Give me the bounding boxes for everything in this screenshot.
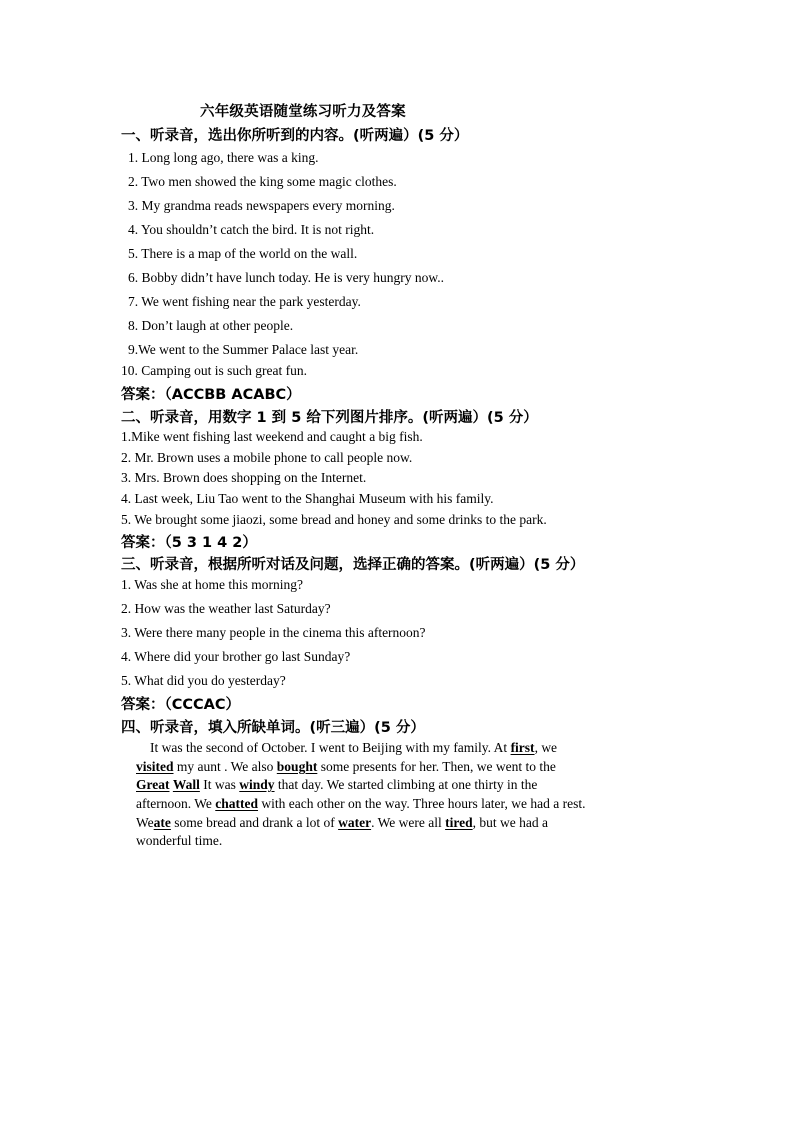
section-1-item: 2. Two men showed the king some magic clothes. [128,174,397,189]
section-2-item: 2. Mr. Brown uses a mobile phone to call people now. [121,450,413,465]
fill-paragraph-line-6 [136,831,222,850]
section-1-answer: 答案：（ACCBB ACABC） [121,387,301,403]
answer-blank-visited: visited [136,759,174,774]
section-3-item: 3. Were there many people in the cinema this afternoon? [121,625,426,640]
answer-blank-tired: tired [445,815,473,830]
section-3-item: 4. Where did your brother go last Sunday? [121,649,351,664]
answer-blank-chatted: chatted [215,796,259,811]
section-1-item: 3. My grandma reads newspapers every morning. [128,198,395,213]
answer-blank-ate: ate [153,815,171,830]
answer-blank-first: first [510,740,535,755]
passage-text: . We were all [371,815,446,830]
passage-text: afternoon. We [136,796,216,811]
section-3-item: 5. What did you do yesterday? [121,673,286,688]
section-1-item: 5. There is a map of the world on the wall. [128,246,358,261]
section-1-item: 1. Long long ago, there was a king. [128,150,319,165]
answer-blank-water: water [338,815,372,830]
section-3-item: 1. Was she at home this morning? [121,577,304,592]
answer-blank-wall: Wall [172,777,200,792]
document-title: 六年级英语随堂练习听力及答案 [200,104,406,120]
section-2-item: 3. Mrs. Brown does shopping on the Internet. [121,470,367,485]
section-2-heading: 二、听录音，用数字 1 到 5 给下列图片排序。(听两遍）(5 分） [121,410,538,426]
answer-blank-bought: bought [276,759,318,774]
passage-text: my aunt . We also [173,759,277,774]
answer-blank-great: Great [136,777,170,792]
section-4-heading: 四、听录音，填入所缺单词。(听三遍）(5 分） [121,720,425,736]
section-2-item: 1.Mike went fishing last weekend and caught a big fish. [121,429,423,444]
passage-text: , but we had a [472,815,548,830]
section-3-answer: 答案：（CCCAC） [121,697,241,713]
passage-text: that day. We started climbing at one thirty in the [274,777,538,792]
section-3-item: 2. How was the weather last Saturday? [121,601,331,616]
answer-blank-windy: windy [239,777,275,792]
section-1-heading: 一、听录音，选出你所听到的内容。(听两遍）(5 分） [121,128,469,144]
section-1-item: 6. Bobby didn’t have lunch today. He is very hungry now.. [128,270,444,285]
passage-text: It was the second of October. I went to Beijing with my family. At [150,740,508,755]
section-1-item: 10. Camping out is such great fun. [121,363,307,378]
fill-paragraph-line-2 [136,757,556,776]
passage-text: with each other on the way. Three hours later, we had a rest. [258,796,586,811]
passage-text: , we [534,740,558,755]
section-1-item: 9.We went to the Summer Palace last year. [128,342,359,357]
passage-text: We [136,815,154,830]
passage-text: some presents for her. Then, we went to the [317,759,556,774]
passage-text: some bread and drank a lot of [170,815,339,830]
section-2-answer: 答案：（5 3 1 4 2） [121,535,257,551]
section-2-item: 4. Last week, Liu Tao went to the Shanghai Museum with his family. [121,491,494,506]
fill-paragraph-line-1 [136,738,557,757]
section-2-item: 5. We brought some jiaozi, some bread and honey and some drinks to the park. [121,512,547,527]
section-3-heading: 三、听录音，根据所听对话及问题，选择正确的答案。(听两遍）(5 分） [121,557,585,573]
section-1-item: 4. You shouldn’t catch the bird. It is not right. [128,222,375,237]
section-1-item: 8. Don’t laugh at other people. [128,318,294,333]
passage-text: wonderful time. [136,833,223,848]
section-1-item: 7. We went fishing near the park yesterday. [128,294,361,309]
passage-text: It was [199,777,240,792]
fill-paragraph-line-3 [136,775,537,794]
fill-paragraph-line-4 [136,794,585,813]
fill-paragraph-line-5 [136,813,548,832]
